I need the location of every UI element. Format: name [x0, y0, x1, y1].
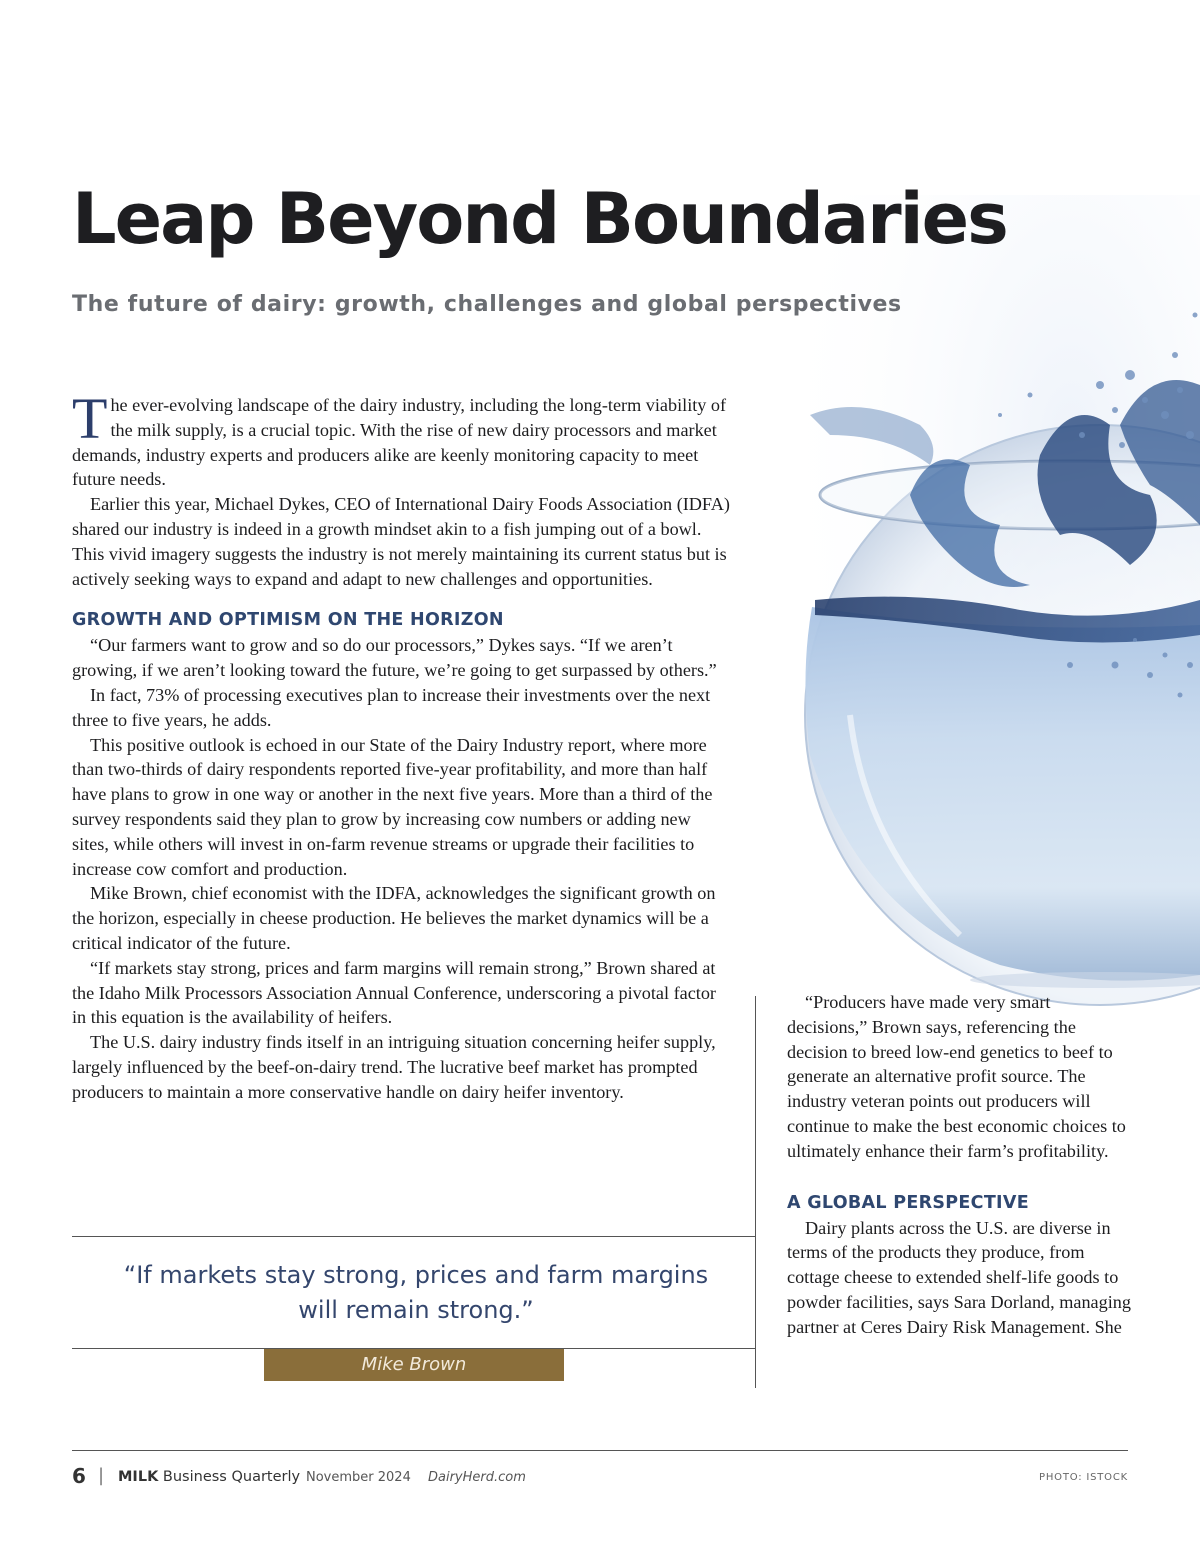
magazine-name: [118, 1469, 300, 1485]
body-paragraph: “Our farmers want to grow and so do our processors,” Dykes says. “If we aren’t growing, if we aren’t looking toward the future, we’re going to get surpassed by others.”: [72, 635, 717, 681]
footer-rule: [72, 1450, 1128, 1451]
left-column: [72, 386, 732, 1105]
body-paragraph: “If markets stay strong, prices and farm margins will remain strong,” Brown shared at the Idaho Milk Processors Association Annual Conference, underscoring a pivotal factor in this equation is the availability of heifers.: [72, 957, 716, 1028]
section-heading-global: A GLOBAL PERSPECTIVE: [787, 1192, 1029, 1213]
body-paragraph: “Producers have made very smart decisions,” Brown says, referencing the decision to breed low-end genetics to beef to generate an alternative profit source. The industry veteran points out producers will continue to make the best economic choices to ultimately enhance their farm’s profitability.: [787, 992, 1126, 1161]
pull-quote-top-rule: [72, 1236, 755, 1237]
fishbowl-photo: [770, 195, 1200, 1025]
section-heading-growth: GROWTH AND OPTIMISM ON THE HORIZON: [72, 610, 504, 631]
page-number: 6: [72, 1464, 86, 1488]
drop-cap: T: [72, 386, 108, 451]
body-paragraph: Dairy plants across the U.S. are diverse in terms of the products they produce, from cottage cheese to extended shelf-life goods to powder facilities, says Sara Dorland, managing partner at Ceres Dairy Risk Management. She: [787, 1217, 1131, 1337]
article-title: Leap Beyond Boundaries: [72, 178, 1007, 260]
magazine-name-rest: Business Quarterly: [158, 1469, 301, 1485]
article-subtitle: The future of dairy: growth, challenges and global perspectives: [72, 292, 902, 317]
website-link[interactable]: DairyHerd.com: [428, 1470, 526, 1485]
pull-quote-attribution: Mike Brown: [264, 1349, 564, 1381]
photo-credit: PHOTO: ISTOCK: [1039, 1472, 1128, 1483]
page-footer: [72, 1466, 1128, 1496]
body-paragraph: In fact, 73% of processing executives plan to increase their investments over the next three to five years, he adds.: [72, 684, 711, 730]
intro-text: he ever-evolving landscape of the dairy industry, including the long-term viability of the milk supply, is a crucial topic. With the rise of new dairy processors and market demands, industry experts and producers alike are keenly monitoring capacity to meet future needs.: [72, 395, 727, 490]
body-paragraph: Mike Brown, chief economist with the IDFA, acknowledges the significant growth on the horizon, especially in cheese production. He believes the market dynamics will be a critical indicator of the future.: [72, 883, 716, 953]
intro-paragraph: [72, 386, 732, 492]
magazine-name-bold: MILK: [118, 1469, 159, 1485]
body-paragraph: Earlier this year, Michael Dykes, CEO of International Dairy Foods Association (IDFA) shared our industry is indeed in a growth mindset akin to a fish jumping out of a bowl. This vivid imagery suggests the industry is not merely maintaining its current status but is actively seeking ways to expand and adapt to new challenges and opportunities.: [72, 494, 730, 589]
right-column: [787, 990, 1132, 1340]
body-paragraph: This positive outlook is echoed in our State of the Dairy Industry report, where more than two-thirds of dairy respondents reported five-year profitability, and more than half have plans to grow in one way or another in the next five years. More than a third of the survey respondents said they plan to grow by increasing cow numbers or adding new sites, while others will invest in on-farm revenue streams or upgrade their facilities to increase cow comfort and production.: [72, 734, 713, 879]
footer-separator: |: [98, 1465, 105, 1486]
column-divider: [755, 996, 756, 1388]
issue-date: November 2024: [306, 1470, 411, 1485]
pull-quote: “If markets stay strong, prices and farm margins will remain strong.”: [123, 1261, 709, 1324]
body-paragraph: The U.S. dairy industry finds itself in an intriguing situation concerning heifer supply, largely influenced by the beef-on-dairy trend. The lucrative beef market has prompted producers to maintain a more conservative handle on dairy heifer inventory.: [72, 1032, 716, 1102]
